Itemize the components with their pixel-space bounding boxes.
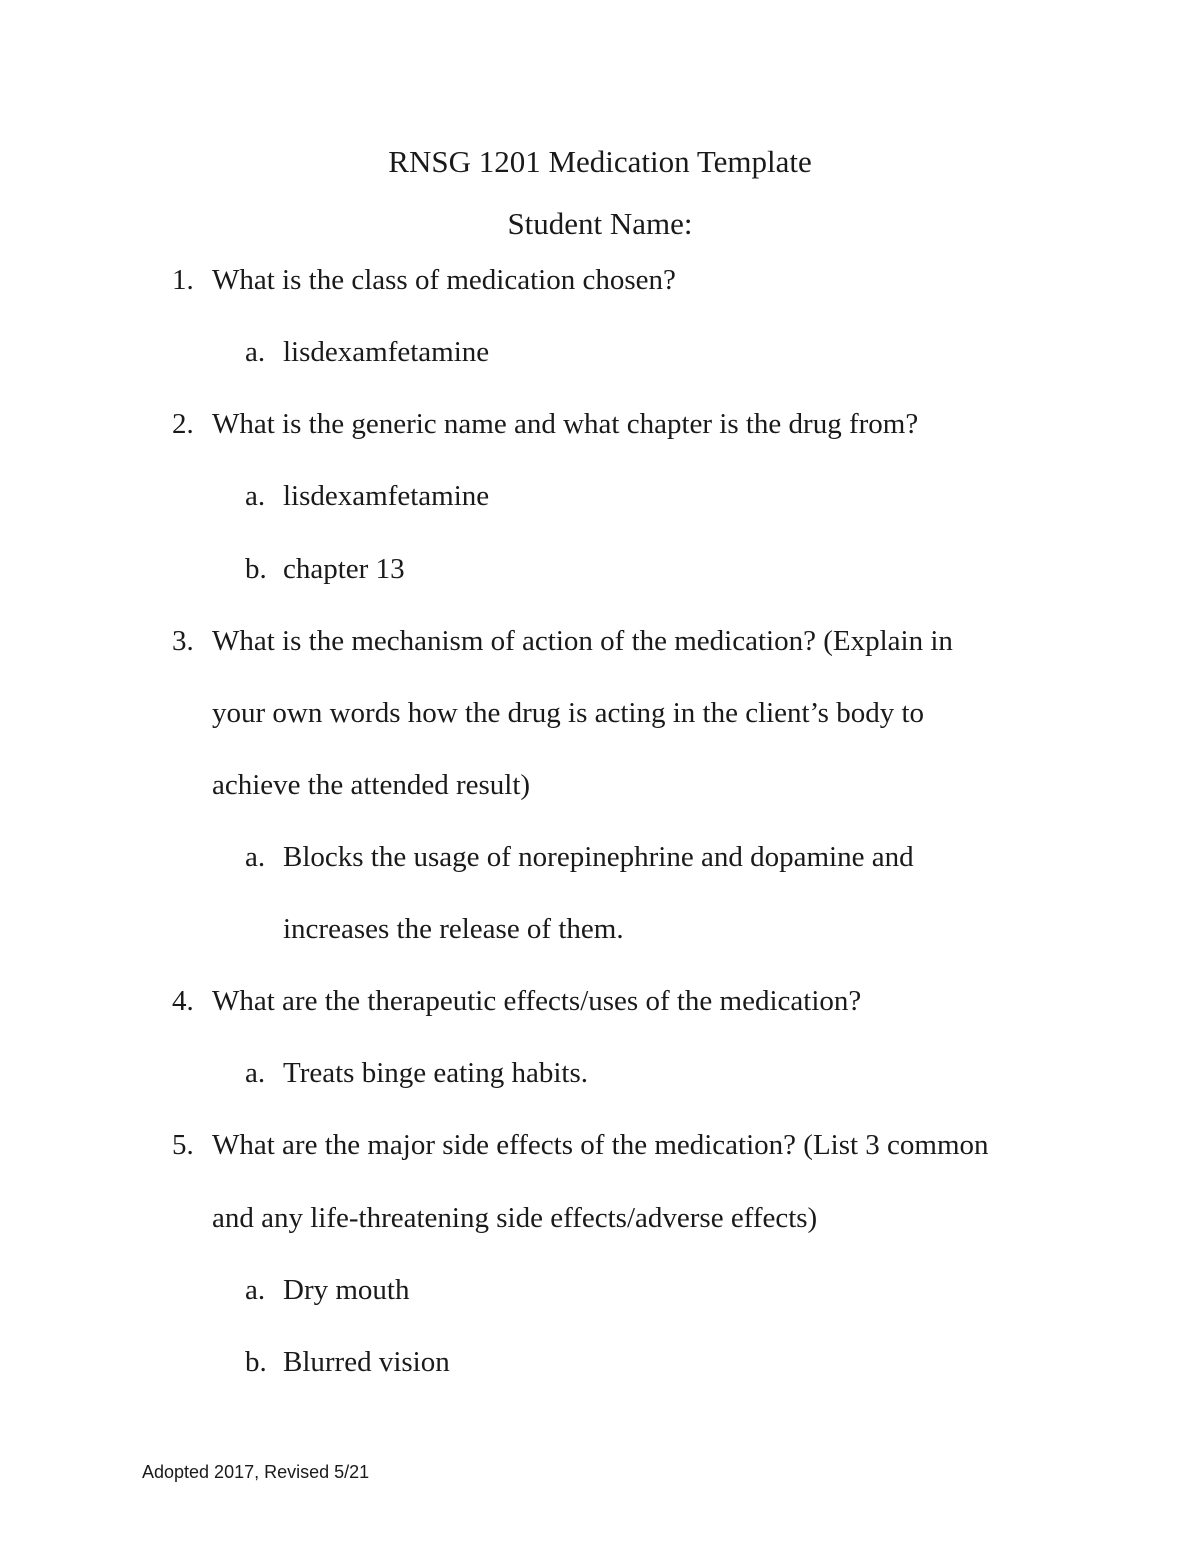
answer-letter: a. [245, 841, 266, 873]
question-number: 4. [172, 985, 194, 1017]
answer-text: Blurred vision [283, 1346, 450, 1378]
student-name-label: Student Name: [507, 206, 693, 241]
answer-text: lisdexamfetamine [283, 480, 490, 512]
answer-text: lisdexamfetamine [283, 336, 490, 368]
answer-text: Treats binge eating habits. [283, 1057, 588, 1089]
answer-text: chapter 13 [283, 553, 405, 585]
question-number: 2. [172, 408, 194, 440]
question-text: What is the generic name and what chapter is the drug from? [212, 408, 919, 440]
page-footer: Adopted 2017, Revised 5/21 [142, 1462, 370, 1482]
question-text: What is the class of medication chosen? [212, 264, 676, 296]
answer-letter: a. [245, 480, 266, 512]
answer-letter: a. [245, 1274, 266, 1306]
answer-letter: b. [245, 553, 267, 585]
question-number: 1. [172, 264, 194, 296]
answer-text-line-2: increases the release of them. [283, 913, 624, 945]
answer-text: Dry mouth [283, 1274, 410, 1306]
question-text-line-2: your own words how the drug is acting in the client’s body to [212, 697, 925, 729]
answer-text-line-1: Blocks the usage of norepinephrine and dopamine and [283, 841, 914, 873]
question-text-line-2: and any life-threatening side effects/adverse effects) [212, 1202, 818, 1234]
question-text-line-3: achieve the attended result) [212, 769, 531, 801]
question-number: 5. [172, 1129, 194, 1161]
document-title: RNSG 1201 Medication Template [388, 144, 812, 179]
answer-letter: a. [245, 1057, 266, 1089]
question-text: What are the therapeutic effects/uses of the medication? [212, 985, 862, 1017]
answer-letter: a. [245, 336, 266, 368]
answer-letter: b. [245, 1346, 267, 1378]
question-text-line-1: What is the mechanism of action of the medication? (Explain in [212, 625, 953, 657]
question-text-line-1: What are the major side effects of the medication? (List 3 common [212, 1129, 989, 1161]
question-number: 3. [172, 625, 194, 657]
